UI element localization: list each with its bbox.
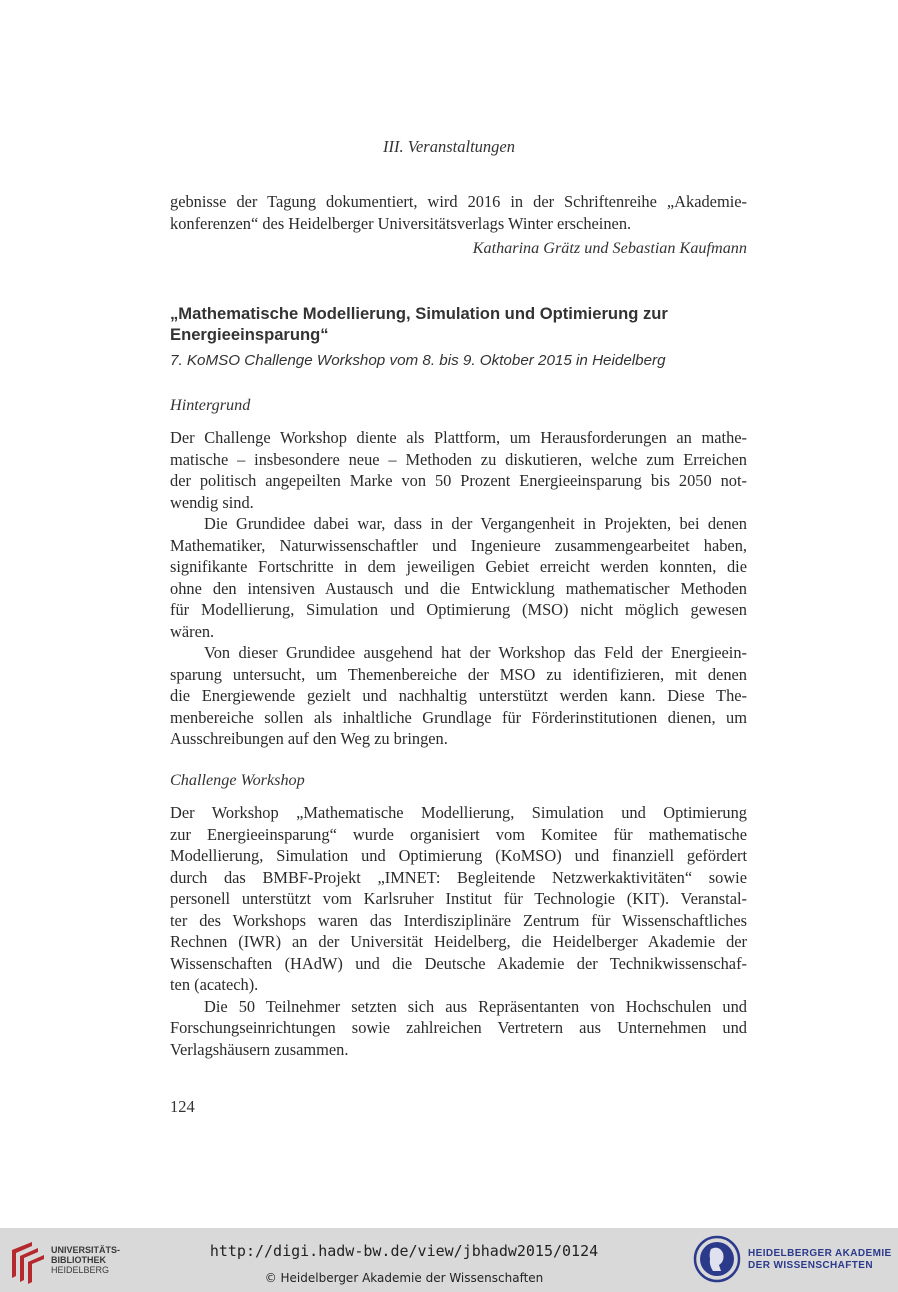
intro-paragraph: [170, 191, 747, 234]
academy-seal-icon[interactable]: [693, 1235, 741, 1283]
author-signature: Katharina Grätz und Sebastian Kaufmann: [472, 239, 747, 257]
text-line: Wissenschaften (HAdW) und die Deutsche Akademie der Technikwissenschaf-: [170, 953, 747, 973]
section-challenge-body: [170, 802, 747, 1060]
library-name-line: UNIVERSITÄTS-: [51, 1245, 121, 1255]
text-line: ten (acatech).: [170, 975, 259, 994]
section-hintergrund-body: [170, 427, 747, 750]
text-line: Rechnen (IWR) an der Universität Heidelberg, die Heidelberger Akademie der: [170, 932, 747, 951]
text-line: ohne den intensiven Austausch und die Entwicklung mathematischer Methoden: [170, 578, 747, 598]
text-line: matische – insbesondere neue – Methoden zu diskutieren, welche zum Erreichen: [170, 449, 747, 469]
permalink-url[interactable]: http://digi.hadw-bw.de/view/jbhadw2015/0124: [209, 1242, 599, 1260]
text-line: für Modellierung, Simulation und Optimierung (MSO) nicht möglich gewesen: [170, 600, 747, 619]
text-line: zur Energieeinsparung“ wurde organisiert vom Komitee für mathematische: [170, 824, 747, 844]
title-line: „Mathematische Modellierung, Simulation und Optimierung zur: [170, 304, 668, 323]
academy-name-line: DER WISSENSCHAFTEN: [748, 1260, 873, 1271]
text-line: wären.: [170, 621, 215, 641]
copyright-notice: © Heidelberger Akademie der Wissenschaften: [264, 1271, 544, 1285]
text-line: sparung untersucht, um Themenbereiche der MSO zu identifizieren, mit denen: [170, 664, 747, 684]
text-line: die Energiewende gezielt und nachhaltig unterstützt werden kann. Diese The-: [170, 686, 747, 705]
academy-name[interactable]: [748, 1248, 892, 1272]
text-line: Von dieser Grundidee ausgehend hat der Workshop das Feld der Energieein-: [204, 643, 747, 662]
text-line: wendig sind.: [170, 492, 254, 512]
text-line: ter des Workshops waren das Interdisziplinäre Zentrum für Wissenschaftliches: [170, 910, 747, 930]
text-line: konferenzen“ des Heidelberger Universitätsverlags Winter erscheinen.: [170, 213, 632, 233]
section-heading-hintergrund: Hintergrund: [170, 396, 251, 414]
text-line: menbereiche sollen als inhaltliche Grundlage für Förderinstitutionen dienen, um: [170, 707, 747, 727]
text-line: Modellierung, Simulation und Optimierung (KoMSO) und finanziell gefördert: [170, 846, 747, 865]
text-line: Die 50 Teilnehmer setzten sich aus Repräsentanten von Hochschulen und: [204, 996, 747, 1016]
page-number: 124: [170, 1097, 195, 1116]
viewer-footer-bar: [0, 1228, 898, 1292]
text-line: Forschungseinrichtungen sowie zahlreichen Vertretern aus Unternehmen und: [170, 1018, 747, 1037]
text-line: Der Workshop „Mathematische Modellierung, Simulation und Optimierung: [170, 803, 747, 822]
text-line: durch das BMBF-Projekt „IMNET: Begleitende Netzwerkaktivitäten“ sowie: [170, 867, 747, 887]
text-line: Der Challenge Workshop diente als Plattform, um Herausforderungen an mathe-: [170, 428, 747, 447]
text-line: der politisch angepeilten Marke von 50 Prozent Energieeinsparung bis 2050 not-: [170, 471, 747, 490]
article-title: [170, 303, 750, 345]
text-line: signifikante Fortschritte in dem jeweiligen Gebiet erreicht werden konnten, die: [170, 557, 747, 576]
running-head: III. Veranstaltungen: [383, 137, 515, 156]
text-line: Die Grundidee dabei war, dass in der Vergangenheit in Projekten, bei denen: [204, 514, 747, 533]
text-line: Verlagshäusern zusammen.: [170, 1039, 349, 1059]
library-name-line: BIBLIOTHEK: [51, 1255, 106, 1265]
academy-name-line: HEIDELBERGER AKADEMIE: [748, 1248, 892, 1259]
section-heading-challenge-workshop: Challenge Workshop: [170, 771, 305, 789]
text-line: personell unterstützt vom Karlsruher Institut für Technologie (KIT). Veranstal-: [170, 889, 747, 908]
title-line: Energieeinsparung“: [170, 325, 329, 344]
text-line: Ausschreibungen auf den Weg zu bringen.: [170, 729, 448, 748]
article-subtitle: 7. KoMSO Challenge Workshop vom 8. bis 9. Oktober 2015 in Heidelberg: [170, 352, 666, 369]
text-line: Mathematiker, Naturwissenschaftler und Ingenieure zusammengearbeitet haben,: [170, 535, 747, 555]
library-name-line: HEIDELBERG: [51, 1265, 110, 1275]
text-line: gebnisse der Tagung dokumentiert, wird 2016 in der Schriftenreihe „Akademie-: [170, 192, 747, 211]
